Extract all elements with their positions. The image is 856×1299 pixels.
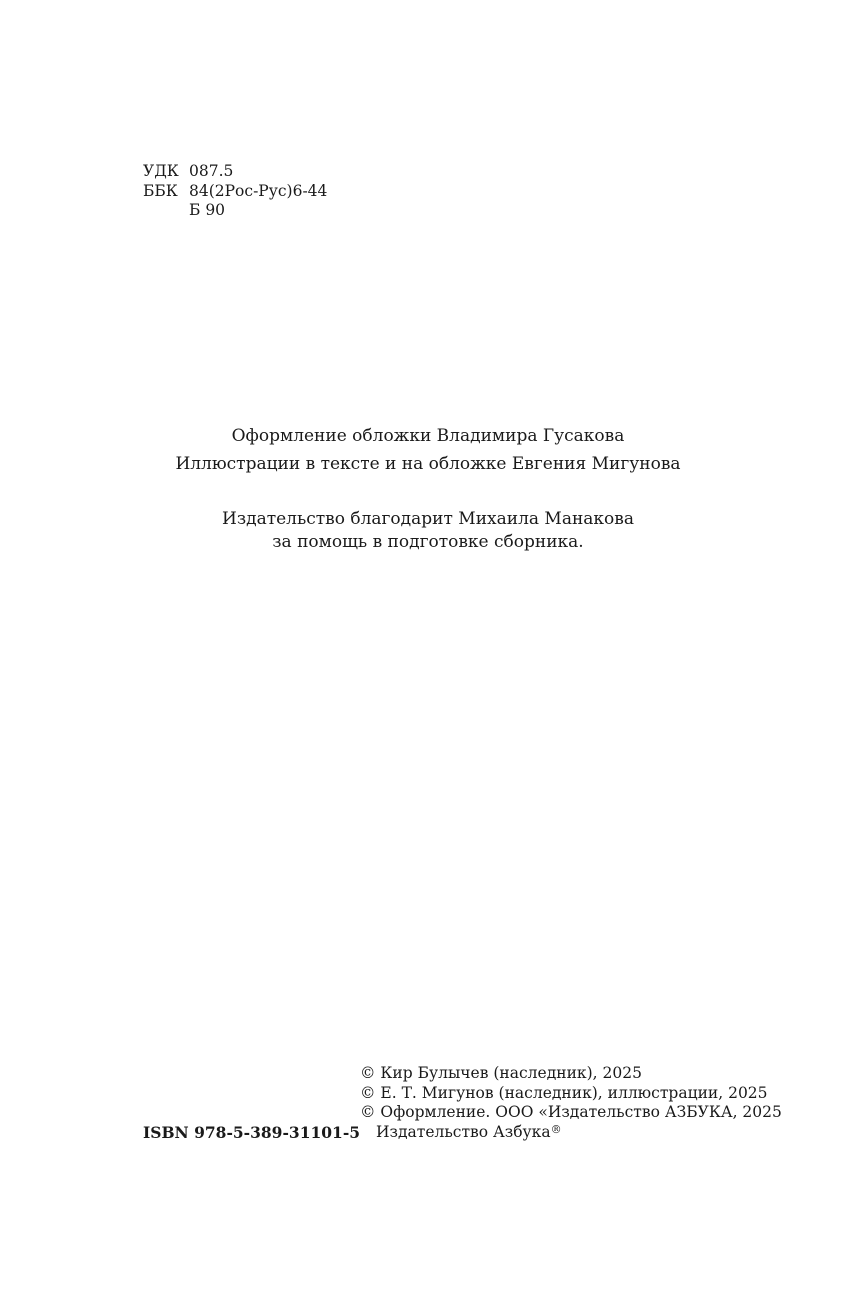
acknowledgement-line-2: за помощь в подготовке сборника.	[272, 532, 584, 552]
illustrations-credit: Иллюстрации в тексте и на обложке Евгения Мигунова	[175, 454, 681, 474]
copyright-block	[360, 1064, 782, 1142]
udk-label: УДК	[143, 162, 179, 180]
udk-value: 087.5	[189, 162, 234, 180]
copyright-line: © Оформление. ООО «Издательство АЗБУКА, 2025	[360, 1103, 782, 1121]
bbk-row	[143, 182, 327, 202]
bbk-value: 84(2Рос-Рус)6-44	[189, 181, 328, 200]
publisher-trademark: Издательство Азбука	[376, 1122, 551, 1141]
udk-row	[143, 162, 327, 182]
copyright-line: © Е. Т. Мигунов (наследник), иллюстрации, 2025	[360, 1083, 768, 1102]
copyright-line: © Кир Булычев (наследник), 2025	[360, 1064, 642, 1082]
acknowledgement-block	[0, 508, 856, 554]
author-mark: Б 90	[189, 201, 226, 219]
publisher-trademark-line	[360, 1123, 782, 1143]
classification-block	[143, 162, 327, 221]
credits-block	[0, 422, 856, 478]
isbn: ISBN 978-5-389-31101-5	[143, 1123, 361, 1142]
author-mark-row	[143, 201, 327, 221]
acknowledgement-line-1: Издательство благодарит Михаила Манакова	[222, 509, 634, 529]
cover-design-credit: Оформление обложки Владимира Гусакова	[231, 426, 625, 446]
bbk-label: ББК	[143, 181, 178, 200]
registered-mark: ®	[550, 1122, 562, 1136]
